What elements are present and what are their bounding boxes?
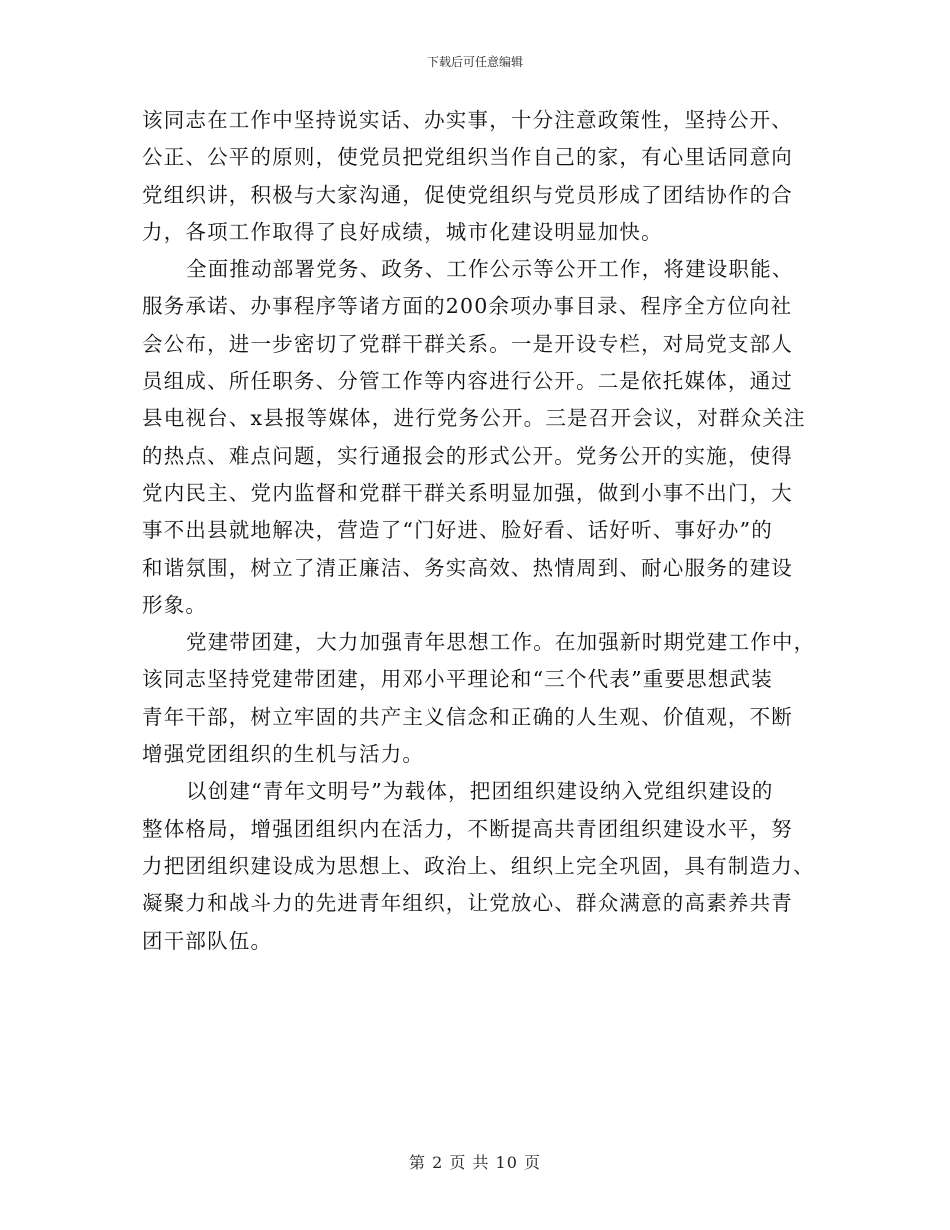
document-body (142, 102, 816, 960)
page-header: 下载后可任意编辑 (426, 55, 523, 69)
text-line: 力，各项工作取得了良好成绩，城市化建设明显加快。 (142, 219, 663, 244)
text-line: 力把团组织建设成为思想上、政治上、组织上完全巩固，具有制造力、 (142, 853, 815, 878)
text-line: 党内民主、党内监督和党群干群关系明显加强，做到小事不出门，大 (142, 480, 793, 505)
text-line: 该同志在工作中坚持说实话、办实事，十分注意政策性，坚持公开、 (142, 108, 793, 132)
text-line: 事不出县就地解决，营造了“门好进、脸好看、话好听、事好办”的 (142, 518, 773, 543)
text-line: 团干部队伍。 (142, 928, 273, 953)
text-line: 形象。 (142, 592, 208, 617)
text-line: 党组织讲，积极与大家沟通，促使党组织与党员形成了团结协作的合 (142, 182, 793, 207)
text-line: 增强党团组织的生机与活力。 (142, 742, 425, 767)
text-line: 该同志坚持党建带团建，用邓小平理论和“三个代表”重要思想武装 (142, 667, 773, 692)
text-line: 县电视台、x县报等媒体，进行党务公开。三是召开会议，对群众关注 (142, 406, 806, 431)
page-number: 第 2 页 共 10 页 (409, 1153, 541, 1172)
text-line: 的热点、难点问题，实行通报会的形式公开。党务公开的实施，使得 (142, 443, 793, 468)
text-line: 和谐氛围，树立了清正廉洁、务实高效、热情周到、耐心服务的建设 (142, 555, 793, 580)
text-line: 服务承诺、办事程序等诸方面的200余项办事目录、程序全方位向社 (142, 294, 793, 319)
text-line: 会公布，进一步密切了党群干群关系。一是开设专栏，对局党支部人 (142, 331, 793, 356)
text-line: 员组成、所任职务、分管工作等内容进行公开。二是依托媒体，通过 (142, 369, 793, 394)
text-line: 整体格局，增强团组织内在活力，不断提高共青团组织建设水平，努 (142, 816, 793, 841)
text-line: 青年干部，树立牢固的共产主义信念和正确的人生观、价值观，不断 (142, 704, 793, 729)
text-line: 以创建“青年文明号”为载体，把团组织建设纳入党组织建设的 (186, 779, 774, 804)
text-line: 凝聚力和战斗力的先进青年组织，让党放心、群众满意的高素养共青 (142, 891, 793, 916)
text-line: 全面推动部署党务、政务、工作公示等公开工作，将建设职能、 (186, 257, 794, 282)
text-line: 公正、公平的原则，使党员把党组织当作自己的家，有心里话同意向 (142, 145, 793, 170)
text-line: 党建带团建，大力加强青年思想工作。在加强新时期党建工作中， (186, 630, 816, 655)
